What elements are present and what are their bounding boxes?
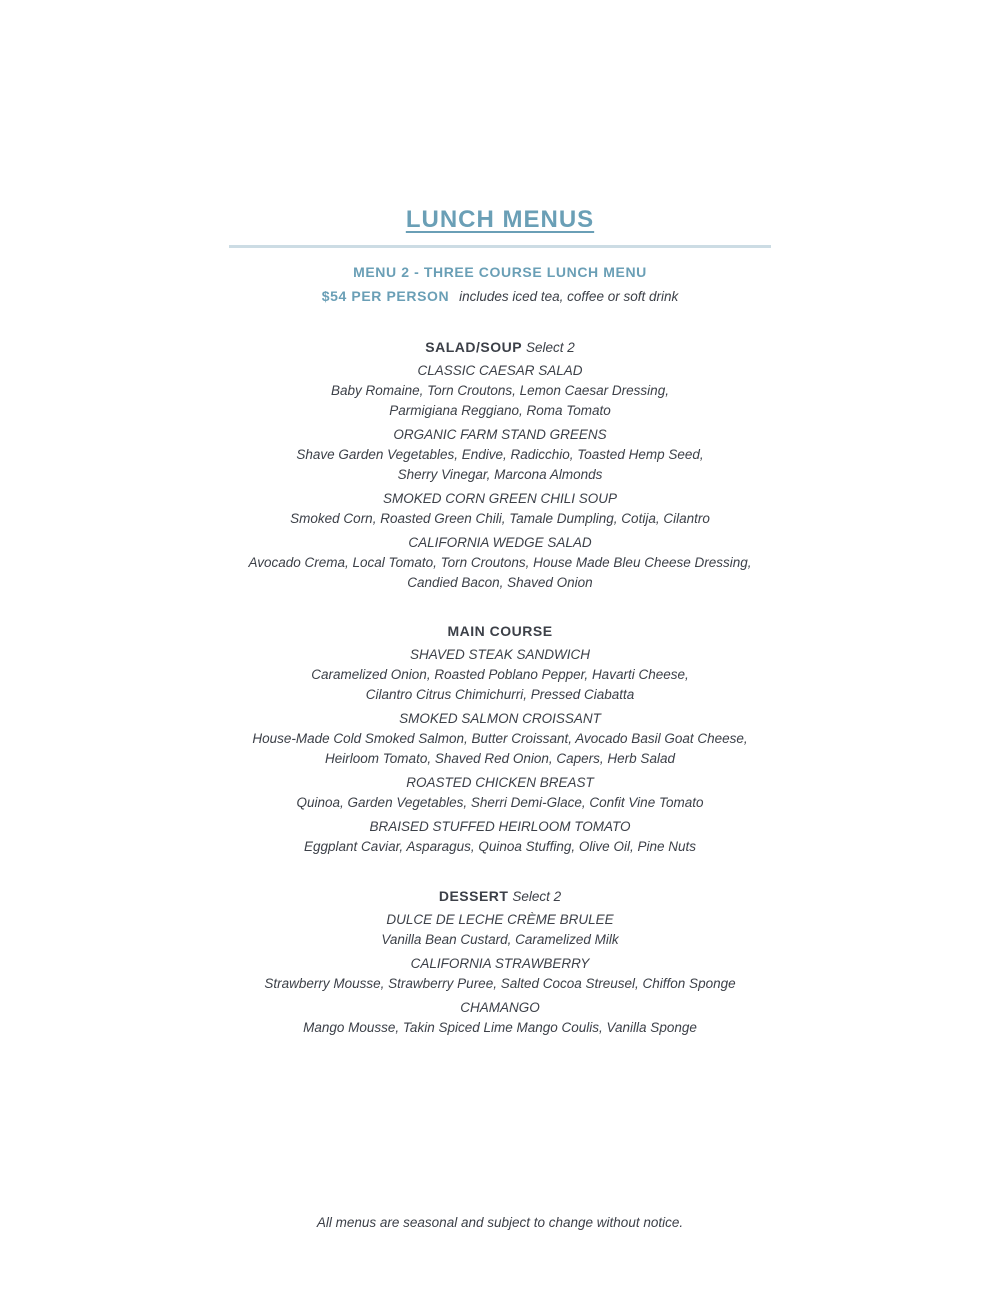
menu-item: [0, 489, 1000, 529]
menu-name: MENU 2 - THREE COURSE LUNCH MENU: [353, 264, 647, 280]
menu-item: [0, 998, 1000, 1038]
item-description-line: Sherry Vinegar, Marcona Almonds: [397, 467, 603, 482]
menu-item: [0, 773, 1000, 813]
item-description: [0, 930, 1000, 950]
menu-item: [0, 954, 1000, 994]
item-description-line: Parmigiana Reggiano, Roma Tomato: [389, 403, 611, 418]
menu-item: [0, 533, 1000, 593]
item-name: SMOKED SALMON CROISSANT: [399, 711, 601, 726]
item-description: [0, 553, 1000, 593]
menu-item: [0, 910, 1000, 950]
menu-item: [0, 425, 1000, 485]
item-description-line: Quinoa, Garden Vegetables, Sherri Demi-Glace, Confit Vine Tomato: [296, 795, 704, 810]
section-note: Select 2: [525, 340, 575, 355]
section-main-course: [0, 621, 1000, 861]
item-description-line: Vanilla Bean Custard, Caramelized Milk: [381, 932, 619, 947]
price-line: [0, 288, 1000, 304]
menu-item: [0, 709, 1000, 769]
section-heading: [0, 337, 1000, 357]
section-heading: [0, 886, 1000, 906]
price: $54 PER PERSON: [321, 288, 450, 304]
section-heading: [0, 621, 1000, 641]
item-name: BRAISED STUFFED HEIRLOOM TOMATO: [369, 819, 631, 834]
item-description: [0, 837, 1000, 857]
item-description-line: Mango Mousse, Takin Spiced Lime Mango Coulis, Vanilla Sponge: [303, 1020, 697, 1035]
section-name: SALAD/SOUP: [425, 339, 523, 355]
menu-item: [0, 817, 1000, 857]
item-description-line: Eggplant Caviar, Asparagus, Quinoa Stuffing, Olive Oil, Pine Nuts: [304, 839, 696, 854]
item-description-line: Shave Garden Vegetables, Endive, Radicchio, Toasted Hemp Seed,: [296, 447, 704, 462]
item-name: SMOKED CORN GREEN CHILI SOUP: [382, 491, 618, 506]
item-description-line: Smoked Corn, Roasted Green Chili, Tamale Dumpling, Cotija, Cilantro: [290, 511, 710, 526]
item-description: [0, 1018, 1000, 1038]
menu-item: [0, 645, 1000, 705]
section-salad-soup: [0, 337, 1000, 597]
item-description: [0, 509, 1000, 529]
item-name: SHAVED STEAK SANDWICH: [409, 647, 591, 662]
page-title: LUNCH MENUS: [405, 206, 595, 233]
item-name: CALIFORNIA WEDGE SALAD: [408, 535, 592, 550]
footer-note: All menus are seasonal and subject to change without notice.: [316, 1215, 684, 1230]
item-name: ORGANIC FARM STAND GREENS: [393, 427, 607, 442]
item-description: [0, 445, 1000, 485]
item-description-line: Candied Bacon, Shaved Onion: [407, 575, 593, 590]
item-description-line: Strawberry Mousse, Strawberry Puree, Salted Cocoa Streusel, Chiffon Sponge: [264, 976, 736, 991]
item-description: [0, 974, 1000, 994]
item-description-line: House-Made Cold Smoked Salmon, Butter Croissant, Avocado Basil Goat Cheese,: [252, 731, 748, 746]
section-note: Select 2: [512, 889, 562, 904]
item-name: ROASTED CHICKEN BREAST: [406, 775, 594, 790]
item-description-line: Caramelized Onion, Roasted Poblano Pepper, Havarti Cheese,: [311, 667, 689, 682]
item-name: DULCE DE LECHE CRÈME BRULEE: [386, 912, 614, 927]
item-description: [0, 793, 1000, 813]
title-divider: [229, 245, 771, 248]
item-description: [0, 729, 1000, 769]
item-description: [0, 381, 1000, 421]
menu-item: [0, 361, 1000, 421]
item-description-line: Heirloom Tomato, Shaved Red Onion, Capers, Herb Salad: [325, 751, 675, 766]
item-description-line: Baby Romaine, Torn Croutons, Lemon Caesar Dressing,: [331, 383, 669, 398]
section-dessert: [0, 886, 1000, 1042]
item-name: CALIFORNIA STRAWBERRY: [410, 956, 590, 971]
section-name: DESSERT: [438, 888, 509, 904]
item-description-line: Avocado Crema, Local Tomato, Torn Croutons, House Made Bleu Cheese Dressing,: [248, 555, 752, 570]
section-name: MAIN COURSE: [447, 623, 553, 639]
item-name: CHAMANGO: [460, 1000, 540, 1015]
item-description: [0, 665, 1000, 705]
item-description-line: Cilantro Citrus Chimichurri, Pressed Ciabatta: [365, 687, 635, 702]
item-name: CLASSIC CAESAR SALAD: [417, 363, 583, 378]
price-includes: includes iced tea, coffee or soft drink: [459, 289, 679, 304]
